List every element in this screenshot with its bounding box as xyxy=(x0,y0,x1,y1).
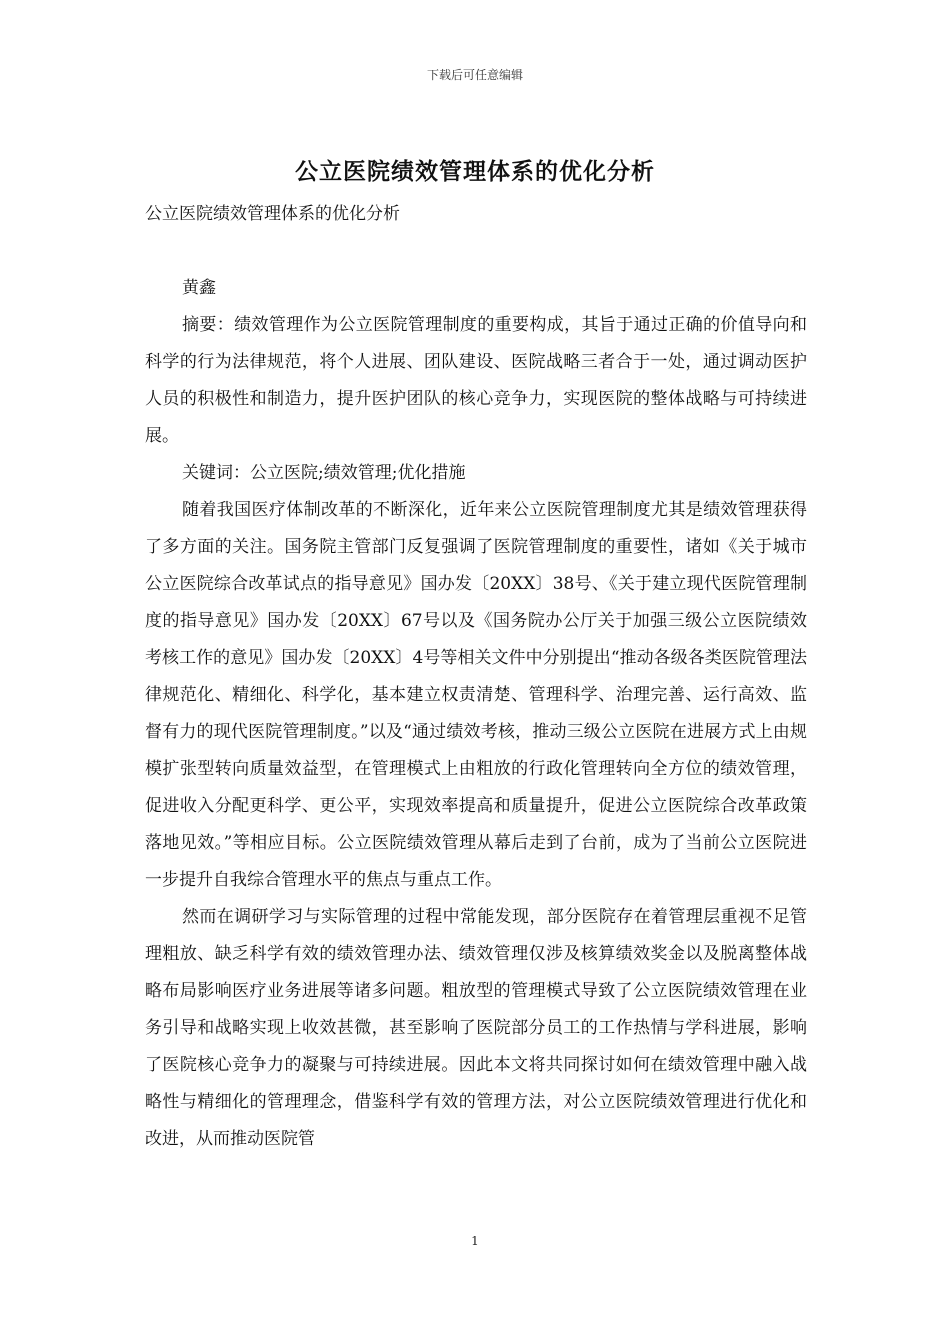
document-subtitle: 公立医院绩效管理体系的优化分析 xyxy=(145,204,400,224)
document-body xyxy=(145,196,807,1158)
page-number: 1 xyxy=(471,1234,479,1248)
body-paragraph: 然而在调研学习与实际管理的过程中常能发现，部分医院存在着管理层重视不足管理粗放、缺乏科学有效的绩效管理办法、绩效管理仅涉及核算绩效奖金以及脱离整体战略布局影响医疗业务进展等诸多问题。粗放型的管理模式导致了公立医院绩效管理在业务引导和战略实现上收效甚微，甚至影响了医院部分员工的工作热情与学科进展，影响了医院核心竞争力的凝聚与可持续进展。因此本文将共同探讨如何在绩效管理中融入战略性与精细化的管理理念，借鉴科学有效的管理方法，对公立医院绩效管理进行优化和改进，从而推动医院管 xyxy=(145,907,807,1149)
author-name: 黄鑫 xyxy=(182,278,216,298)
keywords-line: 关键词：公立医院;绩效管理;优化措施 xyxy=(182,463,466,483)
header-note: 下载后可任意编辑 xyxy=(426,68,523,82)
body-paragraph: 随着我国医疗体制改革的不断深化，近年来公立医院管理制度尤其是绩效管理获得了多方面的关注。国务院主管部门反复强调了医院管理制度的重要性，诸如《关于城市公立医院综合改革试点的指导意见》国办发〔20XX〕38号、《关于建立现代医院管理制度的指导意见》国办发〔20XX〕67号以及《国务院办公厅关于加强三级公立医院绩效考核工作的意见》国办发〔20XX〕4号等相关文件中分别提出“推动各级各类医院管理法律规范化、精细化、科学化，基本建立权责清楚、管理科学、治理完善、运行高效、监督有力的现代医院管理制度。”以及“通过绩效考核，推动三级公立医院在进展方式上由规模扩张型转向质量效益型，在管理模式上由粗放的行政化管理转向全方位的绩效管理，促进收入分配更科学、更公平，实现效率提高和质量提升，促进公立医院综合改革政策落地见效。”等相应目标。公立医院绩效管理从幕后走到了台前，成为了当前公立医院进一步提升自我综合管理水平的焦点与重点工作。 xyxy=(145,500,807,890)
abstract-paragraph: 摘要：绩效管理作为公立医院管理制度的重要构成，其旨于通过正确的价值导向和科学的行为法律规范，将个人进展、团队建设、医院战略三者合于一处，通过调动医护人员的积极性和制造力，提升医护团队的核心竞争力，实现医院的整体战略与可持续进展。 xyxy=(145,315,807,446)
document-title: 公立医院绩效管理体系的优化分析 xyxy=(295,159,655,185)
